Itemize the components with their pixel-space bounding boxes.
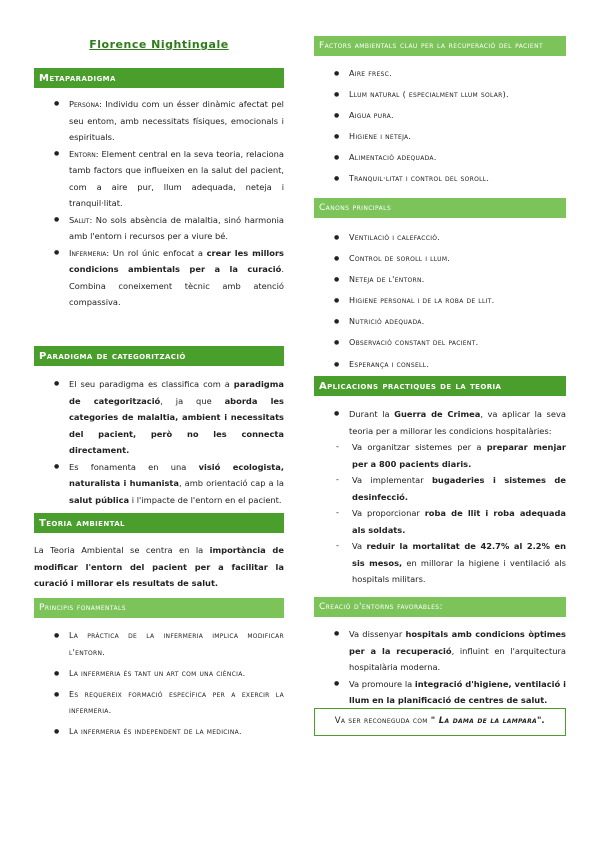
section-header-metaparadigma: Metaparadigma	[34, 68, 284, 88]
list-item: ● Tranquil·litat i control del soroll.	[314, 171, 566, 188]
list-item: ● La infermeria és independent de la medicina.	[34, 724, 284, 741]
list-item: ● Llum natural ( especialment llum solar).	[314, 87, 566, 104]
list-item: ● Infermeria: Un rol únic enfocat a crear les millors condicions ambientals per a la curació. Combina coneixement tècnic amb atenció compassiva.	[34, 245, 284, 311]
categoritzacio-list	[34, 376, 284, 508]
principis-list	[34, 628, 284, 745]
teoria-paragraph: La Teoria Ambiental se centra en la importància de modificar l'entorn del pacient per a facilitar la curació i millorar els resultats de salut.	[34, 545, 284, 588]
list-item: ● Es requereix formació específica per a exercir la infermeria.	[34, 687, 284, 720]
list-item: ● Es fonamenta en una visió ecologista, naturalista i humanista, amb orientació cap a la salut pública i l'impacte de l'entorn en el pacient.	[34, 459, 284, 509]
section-header-canons: Canons principals	[314, 198, 566, 218]
list-item: ● Va promoure la integració d'higiene, ventilació i llum en la planificació de centres de salut.	[314, 676, 566, 709]
list-item: ● Aigua pura.	[314, 108, 566, 125]
aplicacions-list	[314, 406, 566, 588]
list-item: ● Control de soroll i llum.	[314, 251, 566, 268]
list-item: ● Higiene i neteja.	[314, 129, 566, 146]
creacio-list	[314, 626, 566, 709]
list-item: - Va organitzar sistemes per a preparar menjar per a 800 pacients diaris.	[314, 439, 566, 472]
section-header-factors: Factors ambientals clau per la recuperació del pacient	[314, 36, 566, 56]
factors-list	[314, 66, 566, 193]
section-header-categoritzacio: Paradigma de categorització	[34, 346, 284, 366]
list-item: ● Aire fresc.	[314, 66, 566, 83]
section-header-principis: Principis fonamentals	[34, 598, 284, 618]
list-item: ● La pràctica de la infermeria implica modificar l'entorn.	[34, 628, 284, 661]
list-item: ● Neteja de l'entorn.	[314, 272, 566, 289]
list-item: ● Durant la Guerra de Crimea, va aplicar la seva teoria per a millorar les condicions hospitalàries:	[314, 406, 566, 439]
list-item: ● Esperança i consell.	[314, 357, 566, 374]
section-header-teoria: Teoria ambiental	[34, 513, 284, 533]
list-item: ● Entorn: Element central en la seva teoria, relaciona tamb factors que influeixen en la salut del pacient, com a aire pur, llum adequada, neteja i tranquil·litat.	[34, 146, 284, 212]
list-item: ● Ventilació i calefacció.	[314, 230, 566, 247]
metaparadigma-list	[34, 96, 284, 311]
list-item: ● Higiene personal i de la roba de llit.	[314, 293, 566, 310]
list-item: ● Observació constant del pacient.	[314, 335, 566, 352]
list-item: ● La infermeria és tant un art com una ciència.	[34, 666, 284, 683]
section-header-creacio: Creació d'entorns favorables:	[314, 597, 566, 617]
page-title: Florence Nightingale	[89, 38, 229, 51]
list-item: ● Alimentació adequada.	[314, 150, 566, 167]
list-item: - Va reduir la mortalitat de 42.7% al 2.2% en sis mesos, en millorar la higiene i ventilació als hospitals militars.	[314, 538, 566, 588]
quote-box: Va ser reconeguda com " La dama de la lampara".	[314, 708, 566, 736]
list-item: - Va proporcionar roba de llit i roba adequada als soldats.	[314, 505, 566, 538]
list-item: - Va implementar bugaderies i sistemes de desinfecció.	[314, 472, 566, 505]
list-item: ● Nutrició adequada.	[314, 314, 566, 331]
list-item: ● El seu paradigma es classifica com a paradigma de categorització, ja que aborda les categories de malaltia, ambient i necessitats del pacient, però no les connecta directament.	[34, 376, 284, 459]
section-header-aplicacions: Aplicacions practiques de la teoria	[314, 376, 566, 396]
list-item: ● Persona: Individu com un ésser dinàmic afectat pel seu entom, amb necessitats físiques, emocionals i espirituals.	[34, 96, 284, 146]
list-item: ● Salut: No sols absència de malaltia, sinó harmonia amb l'entorn i recursos per a viure bé.	[34, 212, 284, 245]
canons-list	[314, 230, 566, 378]
list-item: ● Va dissenyar hospitals amb condicions òptimes per a la recuperació, influint en l'arquitectura hospitalària moderna.	[314, 626, 566, 676]
